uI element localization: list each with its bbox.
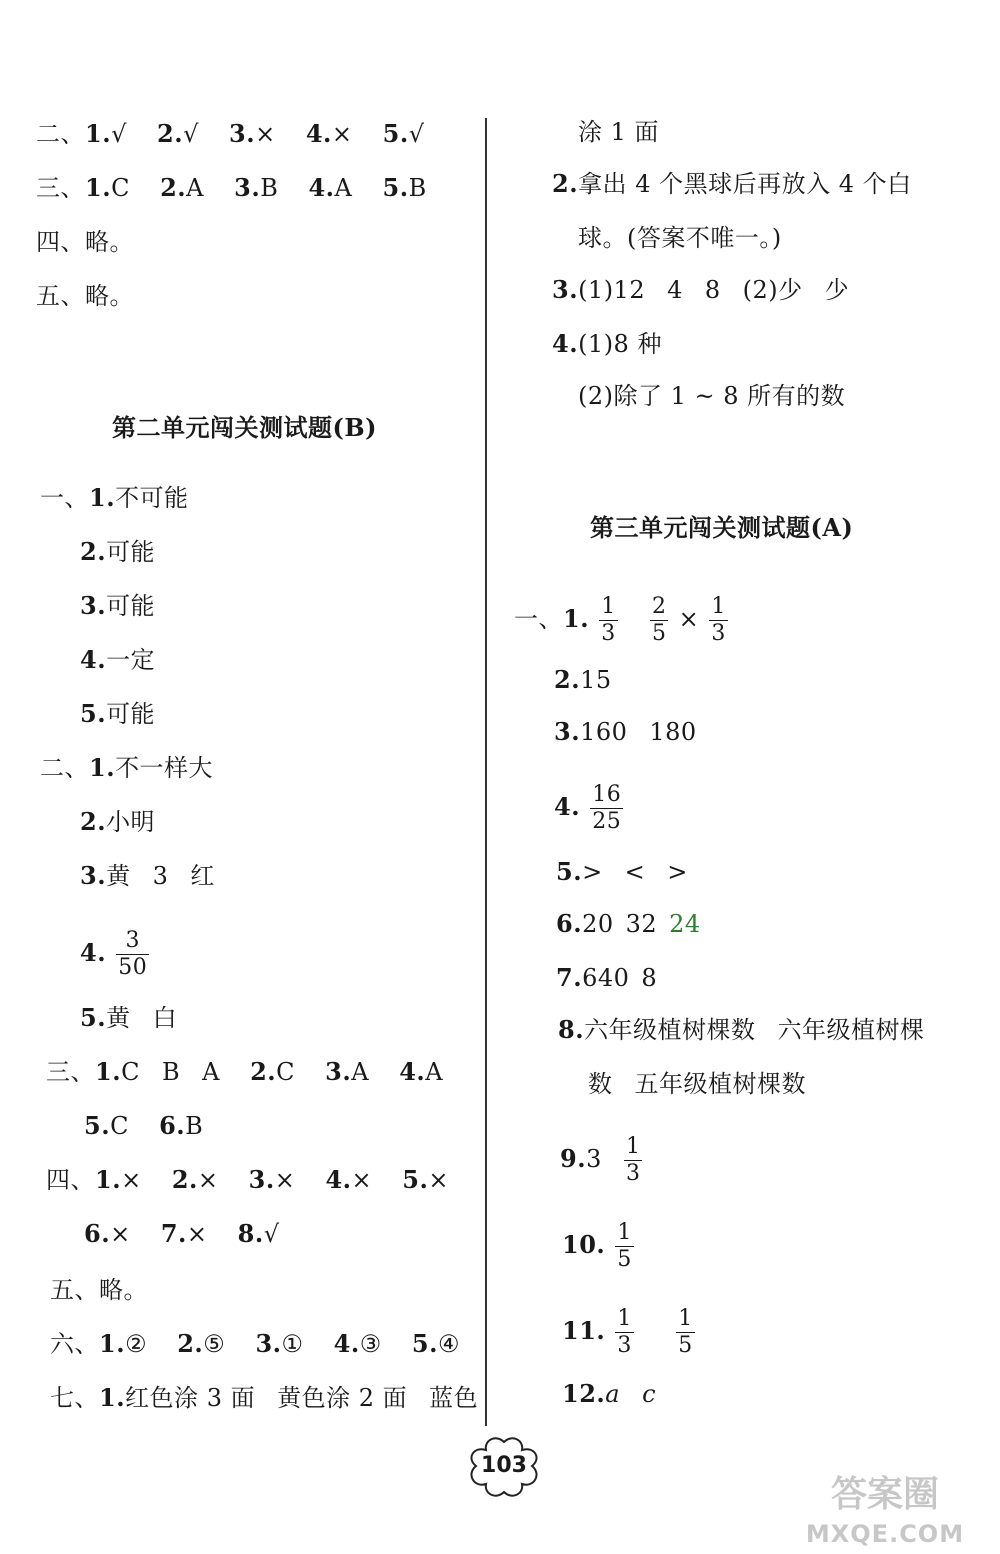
t-q10: 10. $\frac{1}{5}$ [562,1220,632,1272]
page-number: 103 [481,1453,527,1478]
answer-line-2: 二、1.√ 2.√ 3.× 4.× 5.√ [36,119,425,148]
fraction: $\frac{16}{25}$ [592,782,622,834]
t-q4: 4. $\frac{16}{25}$ [554,782,622,834]
t-q8-b: 数 五年级植树棵数 [588,1070,806,1098]
answer-line-3: 三、1.C 2.A 3.B 4.A 5.B [36,173,427,202]
t-q1: 一、1. $\frac{1}{3}$ $\frac{2}{5}$ × $\frac{1}{3}$ [514,594,726,646]
r-q2-b: 球。(答案不唯一。) [578,224,782,252]
s1-q3: 3.可能 [80,591,156,620]
r-q4-b: (2)除了 1 ~ 8 所有的数 [578,382,846,410]
section-heading-unit3-a: 第三单元闯关测试题(A) [590,513,854,542]
s2-q1: 二、1.不一样大 [40,753,214,782]
s7-line: 七、1.红色涂 3 面 黄色涂 2 面 蓝色 [50,1383,479,1412]
r-q4-a: 4.(1)8 种 [552,329,662,358]
fraction: $\frac{1}{5}$ [617,1220,632,1272]
watermark-site: MXQE.COM [805,1520,965,1548]
s4-line2: 6.× 7.× 8.√ [84,1219,280,1248]
answer-line-4: 四、略。 [36,228,134,256]
s3-line2: 5.C 6.B [84,1111,204,1140]
s2-q2: 2.小明 [80,807,156,836]
r-q2-a: 2.拿出 4 个黑球后再放入 4 个白 [552,169,912,198]
column-divider [485,118,487,1426]
fraction: $\frac{1}{3}$ [625,1134,641,1186]
fraction: $\frac{1}{3}$ [601,594,616,646]
s1-q2: 2.可能 [80,537,156,566]
s2-q3: 3.黄 3 红 [80,861,215,890]
fraction: $\frac{2}{5}$ [651,594,667,646]
fraction: $\frac{1}{3}$ [617,1306,632,1358]
t-q7: 7.640 8 [556,963,658,992]
s1-q1: 一、1.不可能 [40,483,189,512]
t-q11: 11. $\frac{1}{3}$ $\frac{1}{5}$ [562,1306,693,1358]
s5-line: 五、略。 [50,1276,148,1304]
s1-q5: 5.可能 [80,699,156,728]
r-continued: 涂 1 面 [578,118,660,146]
page-number-badge [466,1436,542,1498]
s2-q5: 5.黄 白 [80,1003,178,1032]
fraction: $\frac{1}{5}$ [678,1306,693,1358]
fraction: $\frac{1}{3}$ [711,594,726,646]
t-q12: 12.a c [562,1379,657,1408]
r-q3: 3.(1)12 4 8 (2)少 少 [552,275,850,304]
t-q9: 9.3 $\frac{1}{3}$ [560,1134,641,1186]
s1-q4: 4.一定 [80,645,156,674]
watermark-logo: 答案圈 [830,1474,939,1515]
watermark [780,1470,990,1550]
t-q2: 2.15 [554,665,612,694]
t-q8-a: 8.六年级植树棵数 六年级植树棵 [558,1015,925,1044]
t-q6: 6.20 32 24 [556,909,701,938]
t-q3: 3.160 180 [554,717,697,746]
t-q5: 5.> < > [556,857,688,886]
s3-line1: 三、1.C B A 2.C 3.A 4.A [46,1057,444,1086]
s4-line1: 四、1.× 2.× 3.× 4.× 5.× [46,1165,449,1194]
section-heading-unit2-b: 第二单元闯关测试题(B) [112,413,377,442]
fraction: $\frac{3}{50}$ [118,928,148,980]
s6-line: 六、1.② 2.⑤ 3.① 4.③ 5.④ [50,1329,460,1358]
s2-q4: 4. $\frac{3}{50}$ [80,928,148,980]
answer-line-5: 五、略。 [36,282,134,310]
